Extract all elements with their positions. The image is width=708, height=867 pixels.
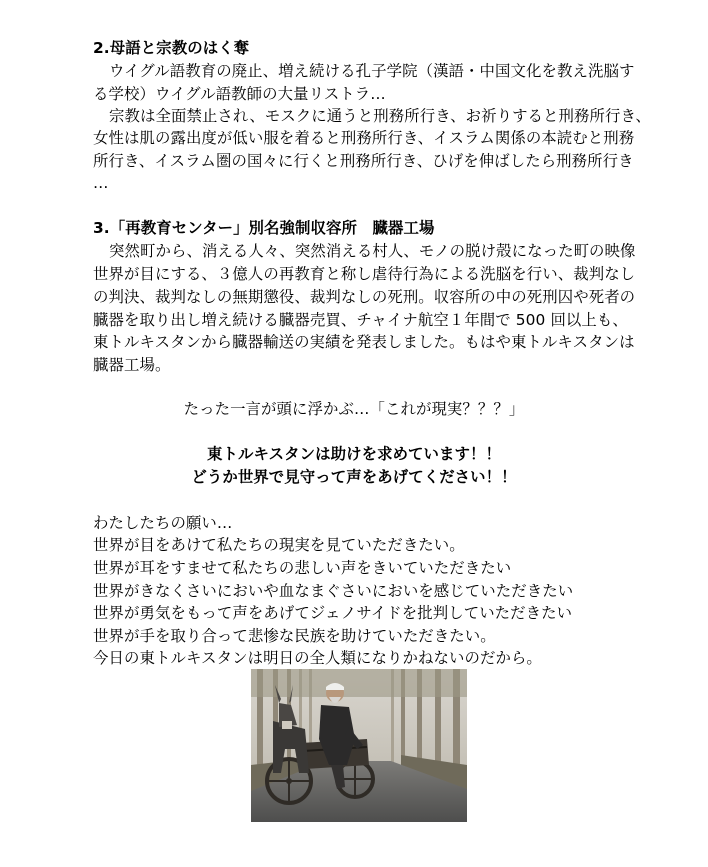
section3-line: 世界が目にする、３億人の再教育と称し虐待行為による洗脳を行い、裁判なし <box>93 265 636 283</box>
section2-heading: 2.母語と宗教のはく奪 <box>93 39 250 57</box>
wish-line: 今日の東トルキスタンは明日の全人類になりかねないのだから。 <box>93 649 542 667</box>
donkey-cart-photo <box>251 669 467 822</box>
appeal-line: 東トルキスタンは助けを求めています！！ <box>206 445 501 463</box>
wish-line: 世界が耳をすませて私たちの悲しい声をきいていただきたい <box>93 559 512 577</box>
section3-line: 突然町から、消える人々、突然消える村人、モノの脱け殻になった町の映像 <box>109 242 636 260</box>
section2-line: … <box>93 174 109 192</box>
wishes-title: わたしたちの願い… <box>93 514 233 532</box>
section3-line: 臓器を取り出し増え続ける臓器売買、チャイナ航空１年間で 500 回以上も、 <box>93 311 628 329</box>
section3-line: 東トルキスタンから臓器輸送の実績を発表しました。もはや東トルキスタンは <box>93 333 635 351</box>
wish-line: 世界が目をあけて私たちの現実を見ていただきたい。 <box>93 536 465 554</box>
section3-heading: 3.「再教育センター」別名強制収容所 臓器工場 <box>93 219 435 237</box>
section2-line: 宗教は全面禁止され、モスクに通うと刑務所行き、お祈りすると刑務所行き、 <box>109 107 651 125</box>
section3-line: の判決、裁判なしの無期懲役、裁判なしの死刑。収容所の中の死刑囚や死者の <box>93 288 636 306</box>
section2-line: 所行き、イスラム圏の国々に行くと刑務所行き、ひげを伸ばしたら刑務所行き <box>93 152 634 170</box>
section3-line: 臓器工場。 <box>93 356 171 374</box>
section2-line: 女性は肌の露出度が低い服を着ると刑務所行き、イスラム関係の本読むと刑務 <box>93 129 635 147</box>
wish-line: 世界が手を取り合って悲惨な民族を助けていただきたい。 <box>93 627 496 645</box>
wish-line: 世界が勇気をもって声をあげてジェノサイドを批判していただきたい <box>93 604 573 622</box>
wish-line: 世界がきなくさいにおいや血なまぐさいにおいを感じていただきたい <box>93 582 574 600</box>
section2-line: ウイグル語教育の廃止、増え続ける孔子学院（漢語・中国文化を教え洗脳す <box>109 62 635 80</box>
quote-text: たった一言が頭に浮かぶ…「これが現実？？？」 <box>183 400 525 418</box>
appeal-line: どうか世界で見守って声をあげてください！！ <box>191 468 517 486</box>
section2-line: る学校）ウイグル語教師の大量リストラ… <box>93 85 386 103</box>
